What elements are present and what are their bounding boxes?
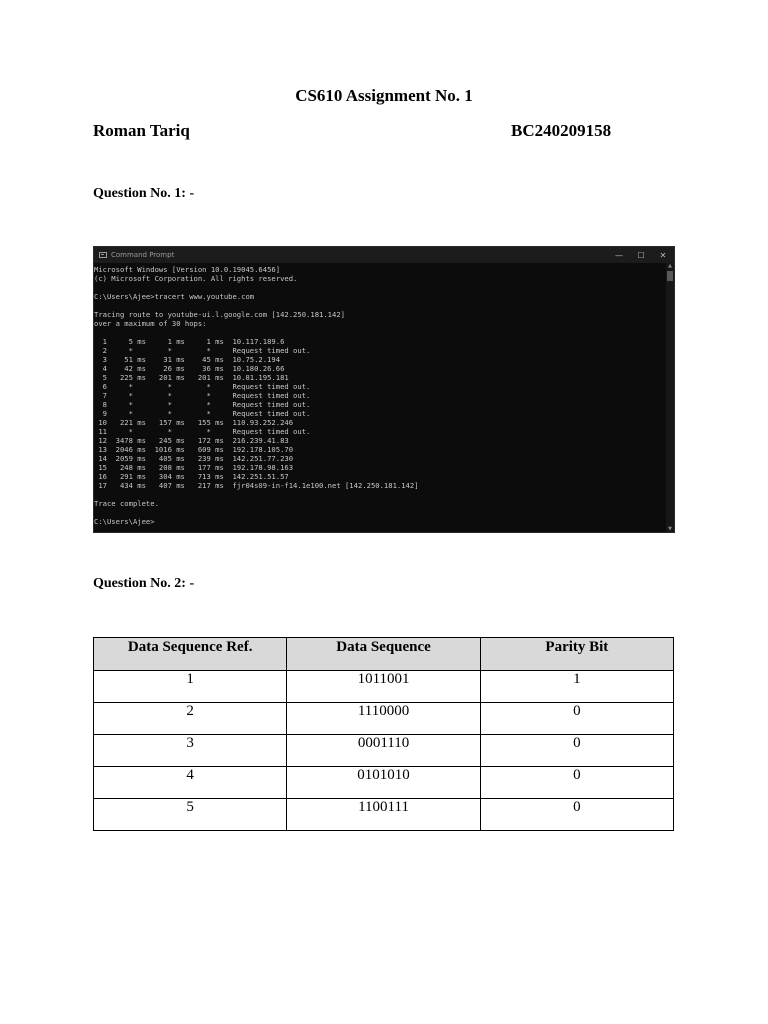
parity-table: [93, 637, 674, 831]
cell-parity: 0: [480, 735, 673, 767]
student-id: BC240209158: [511, 121, 612, 140]
document-title: CS610 Assignment No. 1: [295, 86, 473, 105]
cmd-body: [94, 263, 674, 532]
cell-sequence: 0101010: [287, 767, 480, 799]
cell-sequence: 1110000: [287, 703, 480, 735]
command-prompt-screenshot: [93, 246, 675, 533]
command-prompt-icon: [99, 252, 107, 258]
cell-ref: 5: [94, 799, 287, 831]
cmd-scrollbar: [666, 263, 674, 532]
cell-parity: 0: [480, 799, 673, 831]
table-row: [94, 703, 674, 735]
scroll-thumb: [667, 271, 673, 281]
cell-parity: 1: [480, 671, 673, 703]
close-icon: ✕: [659, 250, 667, 260]
cell-parity: 0: [480, 767, 673, 799]
question-1-heading: Question No. 1: -: [93, 186, 195, 201]
maximize-icon: ☐: [637, 250, 645, 260]
cmd-output: Microsoft Windows [Version 10.0.19045.6456] (c) Microsoft Corporation. All rights reserved. C:\Users\Ajee>tracert www.youtube.com Tracing route to youtube-ui.l.google.com [142.250.181.142] over a maximum of 30 hops: 1 5 ms 1 ms 1 ms 10.117.189.6 2 * * * Request timed out. 3 51 ms 31 ms 45 ms 10.75.2.194 4 42 ms 26 ms 36 ms 10.180.26.66 5 225 ms 201 ms 201 ms 10.81.195.181 6 * * * Request timed out. 7 * * * Request timed out. 8 * * * Request timed out. 9 * * * Request timed out. 10 221 ms 157 ms 155 ms 110.93.252.246 11 * * * Request timed out. 12 3478 ms 245 ms 172 ms 216.239.41.83 13 2046 ms 1016 ms 609 ms 192.178.105.70 14 2059 ms 405 ms 239 ms 142.251.77.230 15 248 ms 208 ms 177 ms 192.178.98.163 16 291 ms 304 ms 713 ms 142.251.51.57 17 434 ms 407 ms 217 ms fjr04s09-in-f14.1e100.net [142.250.181.142] Trace complete. C:\Users\Ajee>: [94, 265, 419, 526]
cmd-titlebar: [94, 247, 674, 263]
minimize-icon: —: [615, 250, 623, 260]
cell-ref: 2: [94, 703, 287, 735]
cell-parity: 0: [480, 703, 673, 735]
question-2-heading: Question No. 2: -: [93, 576, 195, 591]
cell-sequence: 1011001: [287, 671, 480, 703]
header-parity-bit: Parity Bit: [480, 638, 673, 671]
cell-sequence: 0001110: [287, 735, 480, 767]
cmd-window-title: Command Prompt: [111, 251, 175, 259]
table-row: [94, 735, 674, 767]
scroll-down-icon: ▼: [668, 526, 672, 532]
table-row: [94, 799, 674, 831]
author-name: Roman Tariq: [93, 121, 190, 140]
header-data-sequence: Data Sequence: [287, 638, 480, 671]
cell-sequence: 1100111: [287, 799, 480, 831]
header-data-sequence-ref: Data Sequence Ref.: [94, 638, 287, 671]
scroll-up-icon: ▲: [668, 263, 672, 269]
table-row: [94, 671, 674, 703]
table-row: [94, 767, 674, 799]
cell-ref: 4: [94, 767, 287, 799]
cell-ref: 3: [94, 735, 287, 767]
table-header-row: [94, 638, 674, 671]
cell-ref: 1: [94, 671, 287, 703]
